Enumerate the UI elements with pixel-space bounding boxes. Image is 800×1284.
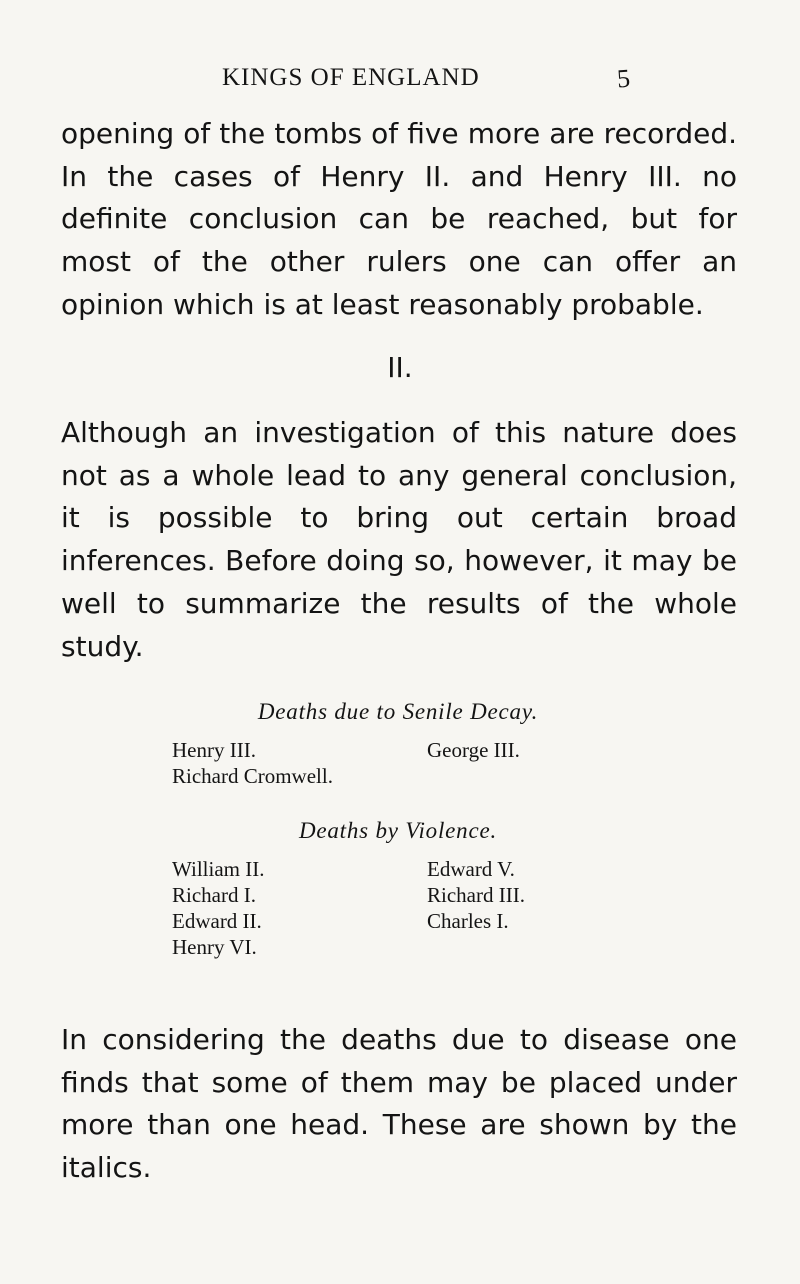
section-number: II. [387, 351, 413, 384]
list-item: Richard I. [172, 883, 256, 907]
list-item: Charles I. [427, 909, 509, 933]
senile-decay-left-column [172, 737, 333, 789]
list-item: Henry III. [172, 738, 256, 762]
senile-decay-heading: Deaths due to Senile Decay. [257, 699, 539, 724]
list-item: Richard Cromwell. [172, 764, 333, 788]
list-item: William II. [172, 857, 265, 881]
list-item: Henry VI. [172, 935, 257, 959]
list-item: Edward II. [172, 909, 262, 933]
paragraph-1: opening of the tombs of five more are recorded. In the cases of Henry II. and Henry III. no definite conclusion can be reached, but for most of the other rulers one can offer an opinion which is at least reasonably probable. [61, 117, 737, 321]
paragraph-2: Although an investigation of this nature does not as a whole lead to any general conclusion, it is possible to bring out certain broad inferences. Before doing so, however, it may be well to summarize the results of the whole study. [61, 416, 737, 663]
paragraph-3: In considering the deaths due to disease one finds that some of them may be placed under more than one head. These are shown by the italics. [61, 1023, 737, 1185]
list-item: Edward V. [427, 857, 515, 881]
running-head [0, 64, 800, 94]
violence-right-column [427, 856, 525, 934]
violence-heading: Deaths by Violence. [298, 818, 498, 843]
violence-left-column [172, 856, 264, 960]
page-number: 5 [615, 63, 632, 94]
list-item: George III. [427, 738, 520, 762]
running-title: KINGS OF ENGLAND [222, 64, 480, 91]
list-item: Richard III. [427, 883, 525, 907]
senile-decay-right-column [427, 737, 520, 763]
